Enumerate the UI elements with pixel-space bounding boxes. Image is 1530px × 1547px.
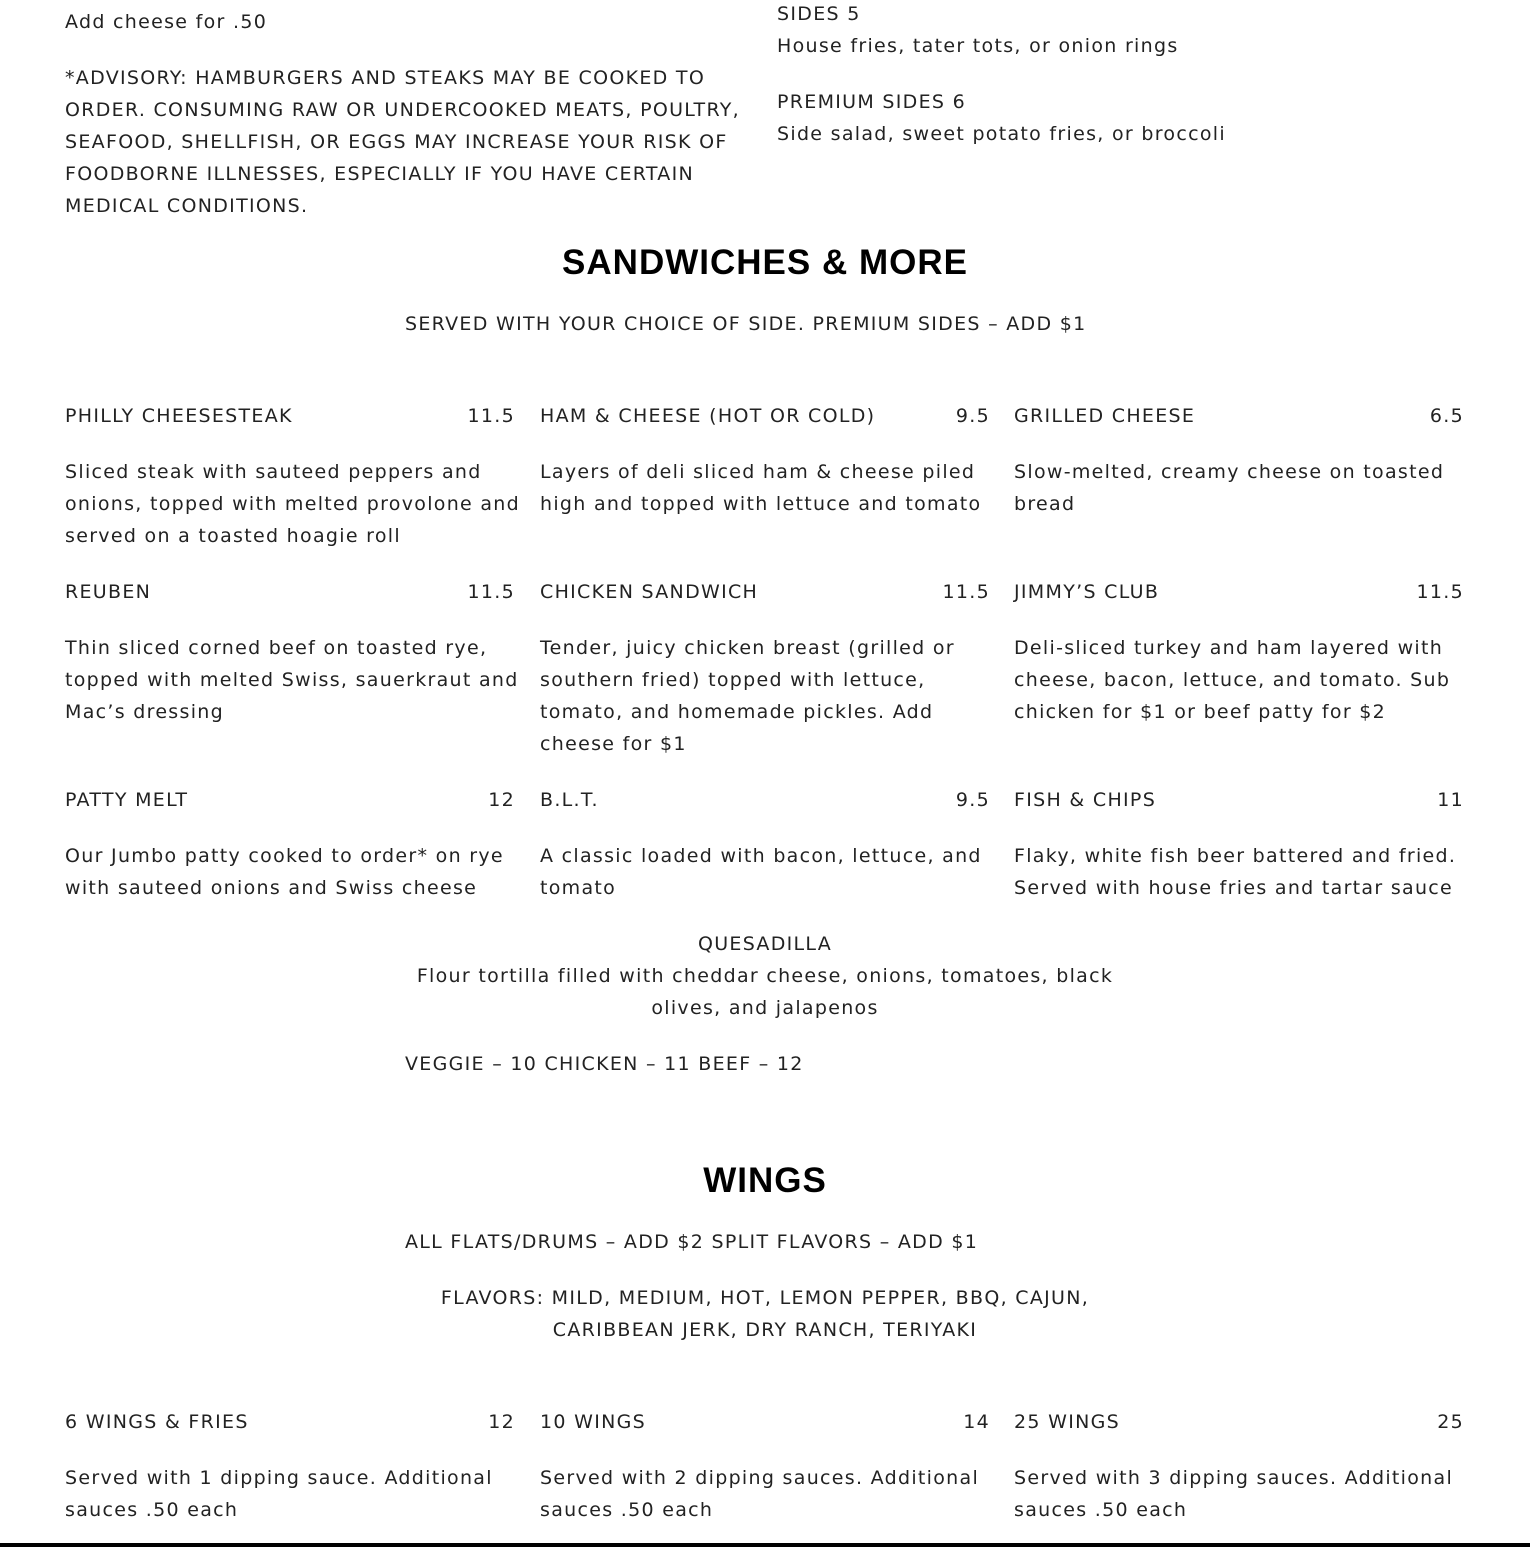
item-description-line: southern fried) topped with lettuce, [540,669,926,691]
item-description [540,632,990,760]
item-price: 11.5 [467,405,515,427]
item-name: GRILLED CHEESE [1014,405,1196,427]
item-description-line: Deli-sliced turkey and ham layered with [1014,637,1444,659]
item-description [65,456,521,552]
item-description-line: cheese, bacon, lettuce, and tomato. Sub [1014,669,1451,691]
item-description [65,1462,515,1526]
item-price: 11 [1437,789,1464,811]
item-description [1014,840,1464,904]
item-price: 11.5 [467,581,515,603]
menu-item-fish-chips [1014,784,1464,904]
item-name: B.L.T. [540,789,599,811]
wings-section-title: WINGS [703,1161,827,1200]
item-name: 6 WINGS & FRIES [65,1411,249,1433]
item-price: 9.5 [955,405,990,427]
item-description-line: tomato [540,877,617,899]
menu-item-6-wings-fries [65,1406,515,1526]
item-name: 25 WINGS [1014,1411,1121,1433]
item-description [1014,632,1464,728]
item-description-line: onions, topped with melted provolone and [65,493,521,515]
item-description [1014,456,1464,520]
item-description-line: Thin sliced corned beef on toasted rye, [65,637,488,659]
sides-title: SIDES 5 [777,3,861,25]
item-description-line: olives, and jalapenos [651,997,879,1019]
advisory-line: MEDICAL CONDITIONS. [65,195,309,217]
item-name: FISH & CHIPS [1014,789,1157,811]
item-description-line: tomato, and homemade pickles. Add [540,701,934,723]
bottom-divider [0,1543,1530,1547]
item-description-line: Served with 3 dipping sauces. Additional [1014,1467,1454,1489]
item-description-line: high and topped with lettuce and tomato [540,493,982,515]
item-description-line: sauces .50 each [540,1499,714,1521]
item-name: PHILLY CHEESESTEAK [65,405,293,427]
item-description-line: Flour tortilla filled with cheddar cheese, onions, tomatoes, black [416,965,1114,987]
item-description [540,456,990,520]
item-description-line: served on a toasted hoagie roll [65,525,401,547]
wings-flavors-line: CARIBBEAN JERK, DRY RANCH, TERIYAKI [552,1319,978,1341]
wings-flavors-line: FLAVORS: MILD, MEDIUM, HOT, LEMON PEPPER, BBQ, CAJUN, [440,1287,1090,1309]
item-description-line: Mac’s dressing [65,701,224,723]
wings-flavors [0,1282,1530,1346]
item-name: HAM & CHEESE (HOT OR COLD) [540,405,876,427]
item-description-line: cheese for $1 [540,733,687,755]
item-price: 12 [488,1411,515,1433]
item-description-line: sauces .50 each [1014,1499,1188,1521]
item-name: 10 WINGS [540,1411,647,1433]
item-description-line: bread [1014,493,1076,515]
item-price: 11.5 [1416,581,1464,603]
item-description-line: Layers of deli sliced ham & cheese piled [540,461,976,483]
item-description [540,840,990,904]
advisory-line: ORDER. CONSUMING RAW OR UNDERCOOKED MEATS, POULTRY, [65,99,740,121]
item-name: JIMMY’S CLUB [1014,581,1160,603]
sides-description: House fries, tater tots, or onion rings [777,35,1179,57]
item-description [65,632,519,728]
menu-item-10-wings [540,1406,990,1526]
menu-item-jimmys-club [1014,576,1464,728]
menu-item-chicken-sandwich [540,576,990,760]
item-description-line: A classic loaded with bacon, lettuce, and [540,845,982,867]
advisory-notice [65,62,745,222]
item-description-line: Tender, juicy chicken breast (grilled or [540,637,955,659]
premium-sides-title: PREMIUM SIDES 6 [777,91,966,113]
sandwiches-section-title: SANDWICHES & MORE [562,243,968,282]
item-name: CHICKEN SANDWICH [540,581,759,603]
item-description-line: Sliced steak with sauteed peppers and [65,461,482,483]
add-cheese-note: Add cheese for .50 [65,11,268,33]
item-name: PATTY MELT [65,789,189,811]
item-name: REUBEN [65,581,152,603]
item-price: 11.5 [942,581,990,603]
item-description-line: chicken for $1 or beef patty for $2 [1014,701,1387,723]
premium-sides-block [777,86,1226,150]
item-price: 6.5 [1429,405,1464,427]
item-description-line: sauces .50 each [65,1499,239,1521]
item-name: QUESADILLA [697,933,833,955]
item-description-line: with sauteed onions and Swiss cheese [65,877,478,899]
item-description-line: Slow-melted, creamy cheese on toasted [1014,461,1445,483]
sandwiches-side-note: SERVED WITH YOUR CHOICE OF SIDE. PREMIUM SIDES – ADD $1 [405,313,1087,335]
item-description-line: Served with house fries and tartar sauce [1014,877,1454,899]
item-price: 14 [963,1411,990,1433]
wings-upcharge-note: ALL FLATS/DRUMS – ADD $2 SPLIT FLAVORS – ADD $1 [405,1231,979,1253]
item-description [65,840,515,904]
menu-item-reuben [65,576,519,728]
menu-item-quesadilla [0,928,1530,1024]
premium-sides-description: Side salad, sweet potato fries, or broccoli [777,123,1226,145]
menu-item-philly-cheesesteak [65,400,521,552]
advisory-line: *ADVISORY: HAMBURGERS AND STEAKS MAY BE COOKED TO [65,67,706,89]
advisory-line: FOODBORNE ILLNESSES, ESPECIALLY IF YOU HAVE CERTAIN [65,163,695,185]
item-description [540,1462,990,1526]
quesadilla-price-list: VEGGIE – 10 CHICKEN – 11 BEEF – 12 [405,1053,804,1075]
menu-item-25-wings [1014,1406,1464,1526]
item-price: 12 [488,789,515,811]
sides-block [777,0,1179,62]
item-description-line: Served with 2 dipping sauces. Additional [540,1467,980,1489]
menu-item-ham-cheese [540,400,990,520]
advisory-line: SEAFOOD, SHELLFISH, OR EGGS MAY INCREASE YOUR RISK OF [65,131,728,153]
item-price: 25 [1437,1411,1464,1433]
item-description-line: Our Jumbo patty cooked to order* on rye [65,845,504,867]
item-description-line: topped with melted Swiss, sauerkraut and [65,669,519,691]
menu-item-patty-melt [65,784,515,904]
menu-item-grilled-cheese [1014,400,1464,520]
item-description [1014,1462,1464,1526]
menu-item-blt [540,784,990,904]
item-description-line: Served with 1 dipping sauce. Additional [65,1467,493,1489]
item-description-line: Flaky, white fish beer battered and fried. [1014,845,1457,867]
item-price: 9.5 [955,789,990,811]
